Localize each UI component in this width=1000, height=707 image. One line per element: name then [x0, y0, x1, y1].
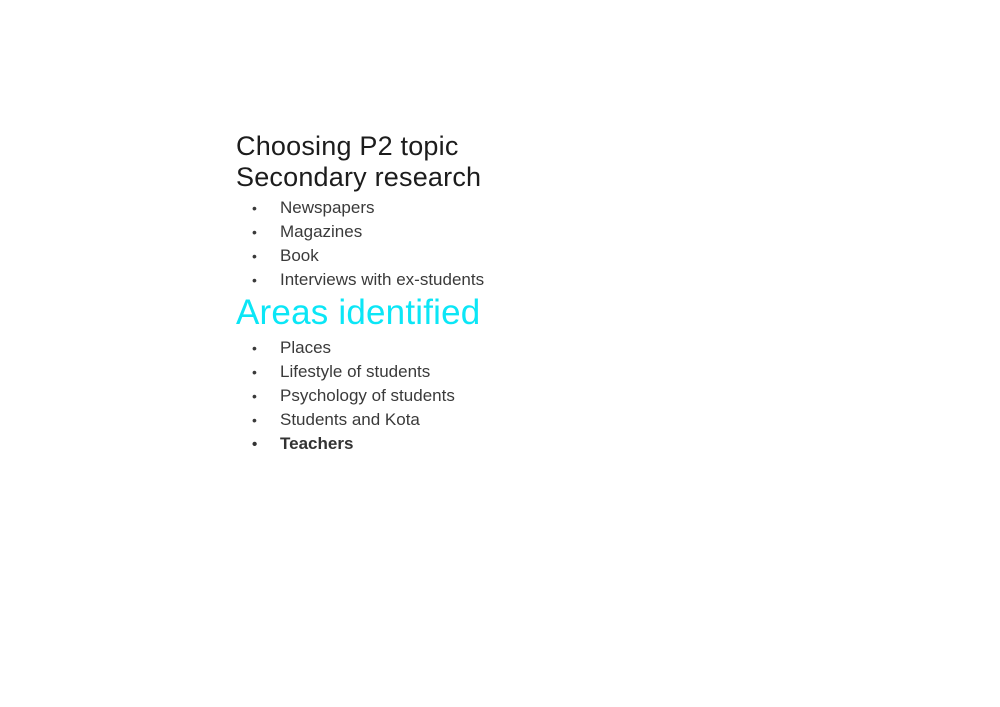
list-item-label: Students and Kota: [280, 410, 420, 429]
list-item-label: Psychology of students: [280, 386, 455, 405]
list-item: [236, 220, 796, 244]
list-item-label: Newspapers: [280, 198, 375, 217]
list-item-label: Teachers: [280, 434, 354, 453]
list-item-label: Interviews with ex-students: [280, 270, 485, 289]
list-item-label: Magazines: [280, 222, 363, 241]
slide-title-line1: Choosing P2 topic: [236, 131, 459, 161]
bullet-icon: •: [252, 388, 257, 404]
list-item-bold: [236, 432, 796, 456]
list-item-label: Book: [280, 246, 319, 265]
bullet-icon: •: [252, 224, 257, 240]
list-item: [236, 196, 796, 220]
bullet-icon: •: [252, 248, 257, 264]
bullet-icon: •: [252, 340, 257, 356]
list-item: [236, 360, 796, 384]
areas-identified-heading: Areas identified: [236, 293, 481, 332]
secondary-research-list: [236, 196, 796, 292]
list-item: [236, 408, 796, 432]
list-item: [236, 268, 796, 292]
slide-title-line2: Secondary research: [236, 162, 482, 192]
bullet-icon: •: [252, 412, 257, 428]
slide-content: [236, 131, 796, 456]
list-item: [236, 244, 796, 268]
list-item-label: Places: [280, 338, 332, 357]
bullet-icon: •: [252, 436, 258, 453]
list-item: [236, 384, 796, 408]
list-item-label: Lifestyle of students: [280, 362, 431, 381]
bullet-icon: •: [252, 272, 257, 288]
areas-identified-list: [236, 336, 796, 456]
bullet-icon: •: [252, 364, 257, 380]
bullet-icon: •: [252, 200, 257, 216]
list-item: [236, 336, 796, 360]
